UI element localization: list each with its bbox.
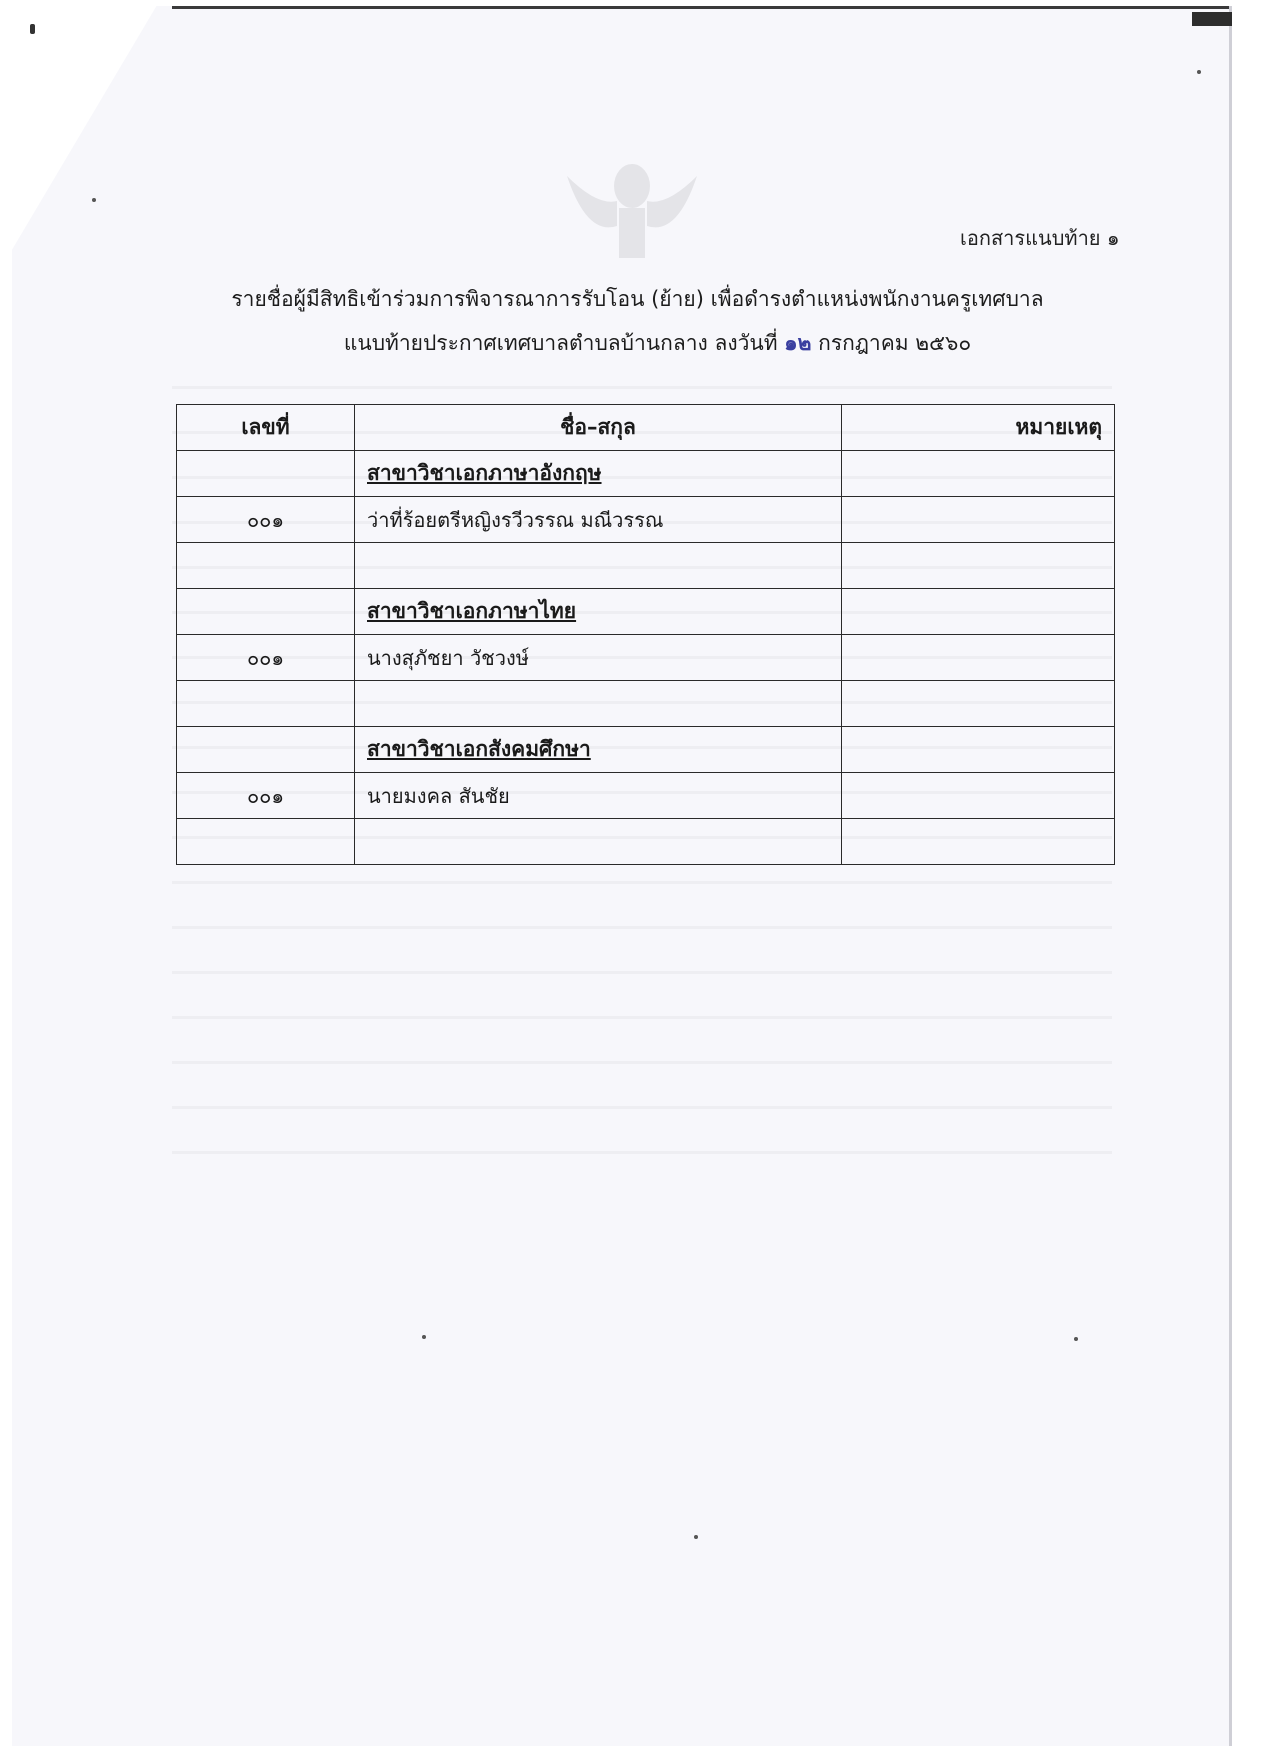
row-name: นายมงคล สันชัย [355,773,842,819]
header-remark: หมายเหตุ [842,405,1115,451]
header-name: ชื่อ–สกุล [355,405,842,451]
section-title: สาขาวิชาเอกสังคมศึกษา [355,727,842,773]
row-name: ว่าที่ร้อยตรีหญิงรวีวรรณ มณีวรรณ [355,497,842,543]
table-header-row [177,405,1115,451]
subtitle-text: แนบท้ายประกาศเทศบาลตำบลบ้านกลาง ลงวันที่ [343,331,785,355]
row-number: ๐๐๑ [177,497,355,543]
handwritten-date: ๑๒ [784,331,812,355]
scan-corner-shadow [1192,12,1232,26]
scan-edge-right [1229,6,1232,1746]
speck [1197,70,1201,74]
candidate-table [176,404,1115,865]
folded-corner [0,0,160,270]
document-title: รายชื่อผู้มีสิทธิเข้าร่วมการพิจารณาการรับโอน (ย้าย) เพื่อดำรงตำแหน่งพนักงานครูเทศบาล [231,287,1044,311]
table-row [177,497,1115,543]
table-row-empty [177,681,1115,727]
table-row [177,773,1115,819]
document-page [12,6,1232,1746]
section-title: สาขาวิชาเอกภาษาไทย [355,589,842,635]
speck [1074,1337,1078,1341]
table-row-empty [177,819,1115,865]
row-number: ๐๐๑ [177,635,355,681]
speck [92,198,96,202]
section-row [177,451,1115,497]
section-row [177,589,1115,635]
attachment-label: เอกสารแนบท้าย ๑ [960,226,1120,250]
speck [694,1535,698,1539]
section-row [177,727,1115,773]
scan-mark [30,24,35,34]
scan-edge-top [172,6,1232,9]
subtitle-month-year: กรกฎาคม ๒๕๖๐ [811,331,972,355]
document-subtitle [20,327,1275,360]
table-row-empty [177,543,1115,589]
row-number: ๐๐๑ [177,773,355,819]
row-remark [842,497,1115,543]
garuda-emblem-bleedthrough [557,146,707,266]
speck [422,1335,426,1339]
table-row [177,635,1115,681]
row-remark [842,773,1115,819]
row-name: นางสุภัชยา วัชวงษ์ [355,635,842,681]
section-title: สาขาวิชาเอกภาษาอังกฤษ [355,451,842,497]
header-number: เลขที่ [177,405,355,451]
row-remark [842,635,1115,681]
